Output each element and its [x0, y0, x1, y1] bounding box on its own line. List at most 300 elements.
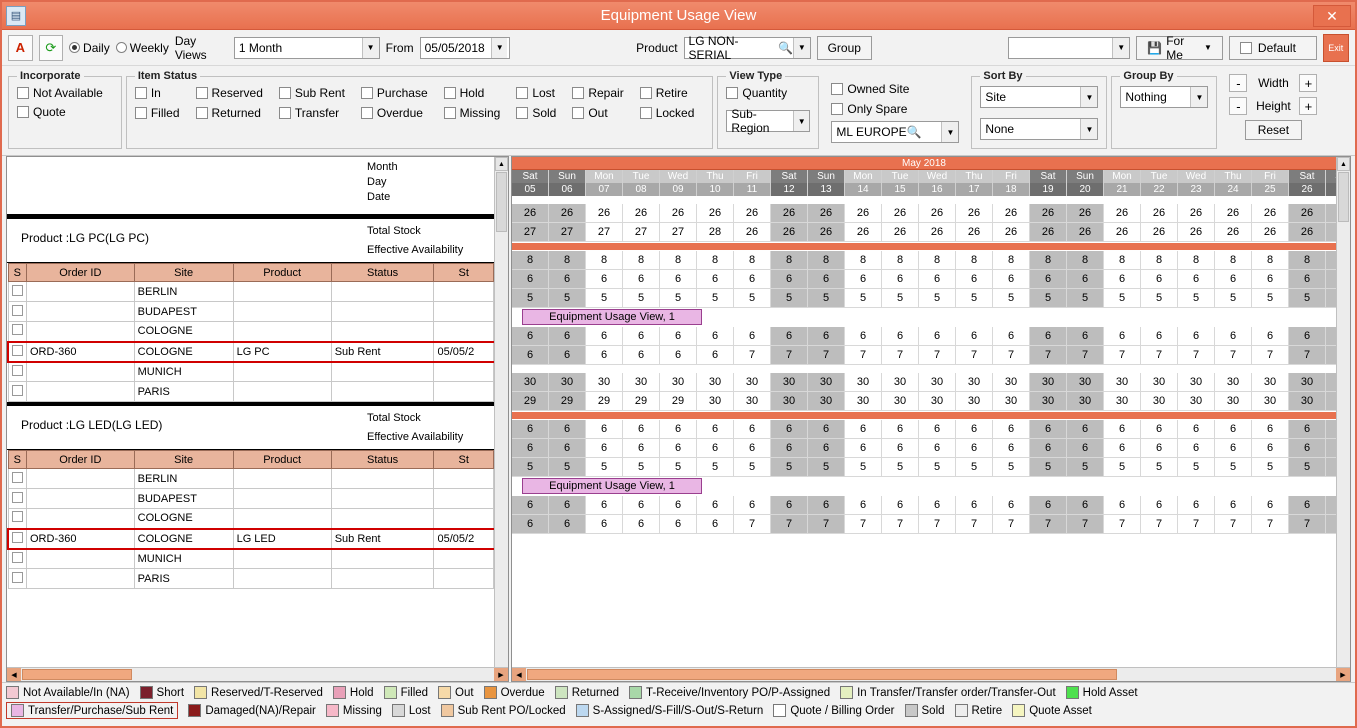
default-button[interactable]	[1229, 36, 1317, 60]
calendar-value-cell: 5	[1252, 458, 1289, 477]
calendar-value-cell: 5	[1252, 289, 1289, 308]
calendar-day-cell[interactable]	[1178, 170, 1215, 196]
checkbox-quantity[interactable]	[726, 86, 787, 100]
group-by-select[interactable]	[1120, 86, 1208, 108]
left-vertical-scrollbar[interactable]	[494, 157, 508, 667]
table-row[interactable]	[8, 342, 494, 362]
group-by-value: Nothing	[1125, 90, 1167, 104]
checkbox-overdue[interactable]	[361, 106, 428, 120]
cell-site: COLOGNE	[134, 342, 233, 362]
calendar-day-cell[interactable]	[623, 170, 660, 196]
table-row[interactable]	[8, 469, 494, 489]
region-type-select[interactable]	[726, 107, 810, 135]
checkbox-in[interactable]	[135, 86, 180, 100]
calendar-value-cell: 30	[1104, 373, 1141, 392]
chevron-down-icon[interactable]: ▼	[1080, 87, 1097, 107]
calendar-day-cell[interactable]	[845, 170, 882, 196]
calendar-value-cell: 6	[697, 270, 734, 289]
height-increase-button[interactable]: +	[1299, 97, 1317, 115]
legend-item	[1066, 686, 1138, 699]
calendar-spacer	[512, 196, 1336, 204]
checkbox-quote[interactable]	[17, 105, 66, 119]
row-checkbox-cell[interactable]	[8, 469, 27, 489]
calendar-day-cell[interactable]	[1067, 170, 1104, 196]
day-number: 24	[1215, 183, 1251, 196]
day-of-week: Tue	[882, 170, 918, 183]
row-checkbox-cell[interactable]	[8, 342, 27, 362]
row-checkbox[interactable]	[12, 552, 23, 563]
calendar-value-cell: 7	[993, 346, 1030, 365]
chevron-down-icon[interactable]: ▼	[1080, 119, 1097, 139]
refresh-icon[interactable]: ⟳	[39, 35, 64, 61]
cell-start-date: 05/05/2	[434, 342, 494, 362]
checkbox-box[interactable]	[516, 87, 528, 99]
table-row[interactable]	[8, 282, 494, 302]
checkbox-reserved[interactable]	[196, 86, 263, 100]
cell-product	[233, 302, 331, 322]
column-header[interactable]: St	[434, 264, 494, 282]
calendar-value-cell: 30	[1141, 392, 1178, 411]
calendar-value-cell: 30	[1289, 392, 1326, 411]
scroll-thumb[interactable]	[22, 669, 132, 680]
row-checkbox[interactable]	[12, 285, 23, 296]
table-row[interactable]	[8, 549, 494, 569]
calendar-value-cell: 6	[660, 327, 697, 346]
calendar-value-cell: 28	[697, 223, 734, 242]
day-number: 15	[882, 183, 918, 196]
calendar-value-cell: 5	[882, 289, 919, 308]
calendar-value-cell: 26	[882, 223, 919, 242]
table-row[interactable]	[8, 362, 494, 382]
checkbox-purchase[interactable]	[361, 86, 428, 100]
column-header[interactable]: St	[434, 451, 494, 469]
calendar-day-cell[interactable]	[1104, 170, 1141, 196]
chevron-down-icon[interactable]: ▼	[491, 38, 507, 58]
default-checkbox[interactable]	[1240, 42, 1252, 54]
region-name-select[interactable]	[831, 121, 959, 143]
calendar-value-cell: 5	[623, 458, 660, 477]
from-date-input[interactable]	[420, 37, 511, 59]
checkbox-label: Overdue	[376, 106, 423, 120]
row-checkbox-cell[interactable]	[8, 302, 27, 322]
calendar-value-cell: 6	[512, 346, 549, 365]
legend-swatch	[326, 704, 339, 717]
checkbox-box[interactable]	[572, 87, 584, 99]
checkbox-lost[interactable]	[516, 86, 556, 100]
radio-daily-dot	[69, 42, 80, 53]
cell-site: MUNICH	[134, 362, 233, 382]
row-checkbox-cell[interactable]	[8, 549, 27, 569]
calendar-value-cell: 8	[1104, 251, 1141, 270]
row-checkbox-cell[interactable]	[8, 509, 27, 529]
checkbox-locked[interactable]	[640, 106, 695, 120]
day-of-week: Thu	[1215, 170, 1251, 183]
scroll-thumb[interactable]	[527, 669, 1117, 680]
calendar-value-cell: 6	[1252, 327, 1289, 346]
scroll-up-icon[interactable]: ▲	[1337, 157, 1350, 171]
width-decrease-button[interactable]: -	[1229, 74, 1247, 92]
group-button[interactable]: Group	[817, 36, 872, 60]
checkbox-label: Out	[588, 106, 608, 120]
calendar-value-cell: 5	[1141, 289, 1178, 308]
row-checkbox[interactable]	[12, 365, 23, 376]
table-row[interactable]	[8, 382, 494, 402]
row-checkbox-cell[interactable]	[8, 322, 27, 342]
cell-order-id: ORD-360	[27, 529, 135, 549]
radio-weekly[interactable]	[116, 41, 169, 55]
calendar-value-cell: 26	[734, 204, 771, 223]
legend-swatch	[392, 704, 405, 717]
table-row[interactable]	[8, 302, 494, 322]
saved-view-select[interactable]	[1008, 37, 1130, 59]
table-row[interactable]	[8, 322, 494, 342]
calendar-day-cell[interactable]	[734, 170, 771, 196]
checkbox-label: Transfer	[294, 106, 340, 120]
calendar-value-cell: 6	[956, 496, 993, 515]
calendar-value-cell: 6	[549, 420, 586, 439]
checkbox-returned[interactable]	[196, 106, 263, 120]
table-row[interactable]	[8, 529, 494, 549]
table-row[interactable]	[8, 509, 494, 529]
legend-item	[773, 704, 894, 717]
sort-by-secondary-select[interactable]	[980, 118, 1098, 140]
chevron-down-icon[interactable]: ▼	[1112, 38, 1129, 58]
calendar-vertical-scrollbar[interactable]	[1336, 157, 1350, 667]
reset-button[interactable]: Reset	[1245, 120, 1302, 140]
checkbox-box[interactable]	[196, 107, 208, 119]
legend-item	[140, 686, 185, 699]
day-number: 10	[697, 183, 733, 196]
calendar-value-cell	[1326, 373, 1336, 392]
calendar-value-cell: 6	[549, 439, 586, 458]
calendar-value-cell: 5	[1215, 289, 1252, 308]
checkbox-box[interactable]	[516, 107, 528, 119]
row-checkbox-cell[interactable]	[8, 282, 27, 302]
calendar-value-cell: 5	[1289, 458, 1326, 477]
column-header[interactable]: Status	[331, 264, 434, 282]
product-select[interactable]	[684, 33, 811, 62]
calendar-value-cell: 5	[1178, 458, 1215, 477]
row-checkbox[interactable]	[12, 572, 23, 583]
column-header[interactable]: Product	[233, 264, 331, 282]
row-checkbox-cell[interactable]	[8, 362, 27, 382]
column-header[interactable]: Product	[233, 451, 331, 469]
font-size-button[interactable]: A	[8, 35, 33, 61]
chevron-down-icon[interactable]: ▼	[793, 111, 810, 131]
scroll-left-icon[interactable]: ◀	[7, 668, 21, 681]
left-header	[7, 157, 494, 215]
checkbox-box[interactable]	[135, 87, 147, 99]
calendar-value-cell: 26	[1252, 204, 1289, 223]
checkbox-box[interactable]	[444, 87, 456, 99]
chevron-down-icon[interactable]: ▼	[362, 38, 379, 58]
calendar-day-cell[interactable]	[1215, 170, 1252, 196]
scroll-right-icon[interactable]: ▶	[494, 668, 508, 681]
calendar-value-cell: 26	[845, 204, 882, 223]
calendar-value-cell: 30	[1067, 392, 1104, 411]
close-icon[interactable]: ✕	[1313, 5, 1351, 27]
checkbox-label: Not Available	[33, 86, 103, 100]
calendar-day-cell[interactable]	[1326, 170, 1336, 196]
checkbox-retire[interactable]	[640, 86, 695, 100]
product-title: Product :LG PC(LG PC)	[21, 231, 150, 245]
column-header[interactable]: S	[8, 264, 27, 282]
calendar-month-label: May 2018	[512, 157, 1336, 170]
calendar-value-cell: 30	[1289, 373, 1326, 392]
day-number: 18	[993, 183, 1029, 196]
column-header[interactable]: Status	[331, 451, 434, 469]
calendar-value-cell: 6	[586, 270, 623, 289]
exit-button[interactable]: Exit	[1323, 34, 1349, 62]
checkbox-sold[interactable]	[516, 106, 556, 120]
checkbox-sub-rent[interactable]	[279, 86, 345, 100]
checkbox-box[interactable]	[831, 83, 843, 95]
calendar-value-cell: 6	[1178, 420, 1215, 439]
table-row[interactable]	[8, 489, 494, 509]
checkbox-box[interactable]	[831, 103, 843, 115]
table-header-row	[8, 451, 494, 469]
calendar-value-cell: 6	[697, 327, 734, 346]
for-me-button[interactable]	[1136, 33, 1223, 62]
column-header[interactable]: Site	[134, 264, 233, 282]
calendar-day-cell[interactable]	[1289, 170, 1326, 196]
day-number: 21	[1104, 183, 1140, 196]
checkbox-hold[interactable]	[444, 86, 501, 100]
legend-item	[955, 704, 1003, 717]
calendar-value-cell: 6	[623, 439, 660, 458]
chevron-down-icon[interactable]: ▼	[1203, 43, 1212, 52]
for-me-label: For Me	[1166, 33, 1185, 62]
checkbox-box[interactable]	[17, 87, 29, 99]
calendar-day-cell[interactable]	[882, 170, 919, 196]
width-increase-button[interactable]: +	[1299, 74, 1317, 92]
calendar-value-cell: 30	[1067, 373, 1104, 392]
checkbox-box[interactable]	[572, 107, 584, 119]
calendar-value-cell: 8	[1067, 251, 1104, 270]
checkbox-owned-site[interactable]	[831, 82, 909, 96]
usage-bar[interactable]: Equipment Usage View, 1	[522, 478, 702, 494]
calendar-value-cell: 6	[1030, 420, 1067, 439]
row-checkbox[interactable]	[12, 532, 23, 543]
row-checkbox[interactable]	[12, 511, 23, 522]
table-row[interactable]	[8, 569, 494, 589]
calendar-day-cell[interactable]	[549, 170, 586, 196]
calendar-value-cell: 30	[993, 373, 1030, 392]
group-by-legend: Group By	[1123, 70, 1174, 82]
legend-swatch	[905, 704, 918, 717]
cell-start-date	[434, 282, 494, 302]
calendar-value-cell: 7	[919, 515, 956, 534]
row-checkbox[interactable]	[12, 324, 23, 335]
legend-item	[188, 704, 316, 717]
calendar-day-cell[interactable]	[1252, 170, 1289, 196]
checkbox-not-available[interactable]	[17, 86, 103, 100]
cell-order-id	[27, 382, 135, 402]
day-number: 12	[771, 183, 807, 196]
checkbox-box[interactable]	[279, 87, 291, 99]
calendar-value-cell: 7	[771, 346, 808, 365]
day-number: 22	[1141, 183, 1177, 196]
scroll-left-icon[interactable]: ◀	[512, 668, 526, 681]
calendar-value-cell: 30	[1030, 392, 1067, 411]
calendar-value-cell: 6	[1252, 270, 1289, 289]
calendar-value-cell: 6	[734, 327, 771, 346]
checkbox-missing[interactable]	[444, 106, 501, 120]
cell-start-date	[434, 569, 494, 589]
calendar-value-cell: 26	[1289, 204, 1326, 223]
calendar-value-cell	[1326, 439, 1336, 458]
checkbox-repair[interactable]	[572, 86, 623, 100]
day-views-select[interactable]	[234, 37, 380, 59]
calendar-value-row	[512, 515, 1336, 534]
incorporate-group	[8, 70, 122, 149]
calendar-value-cell: 6	[1030, 439, 1067, 458]
sort-by-primary-select[interactable]	[980, 86, 1098, 108]
checkbox-box[interactable]	[135, 107, 147, 119]
day-number: 11	[734, 183, 770, 196]
checkbox-filled[interactable]	[135, 106, 180, 120]
checkbox-box[interactable]	[444, 107, 456, 119]
calendar-value-cell: 5	[512, 289, 549, 308]
day-number: 19	[1030, 183, 1066, 196]
scroll-right-icon[interactable]: ▶	[1336, 668, 1350, 681]
calendar-value-cell: 6	[1289, 496, 1326, 515]
calendar-value-cell: 6	[1030, 327, 1067, 346]
column-header[interactable]: S	[8, 451, 27, 469]
calendar-value-cell: 6	[549, 327, 586, 346]
cell-product: LG PC	[233, 342, 331, 362]
height-decrease-button[interactable]: -	[1229, 97, 1247, 115]
calendar-day-cell[interactable]	[1030, 170, 1067, 196]
calendar-value-cell: 5	[1215, 458, 1252, 477]
row-checkbox-cell[interactable]	[8, 569, 27, 589]
left-horizontal-scrollbar[interactable]	[7, 667, 508, 681]
sort-by-group	[971, 70, 1107, 149]
calendar-value-cell: 6	[660, 439, 697, 458]
checkbox-box[interactable]	[640, 87, 652, 99]
day-number: 17	[956, 183, 992, 196]
calendar-value-cell: 6	[586, 496, 623, 515]
legend-item	[6, 702, 178, 719]
cell-order-id	[27, 469, 135, 489]
calendar-section-divider	[512, 411, 1336, 420]
legend-item	[905, 704, 945, 717]
calendar-value-cell: 6	[697, 420, 734, 439]
calendar-value-cell: 6	[1252, 420, 1289, 439]
calendar-value-row	[512, 439, 1336, 458]
checkbox-label: Reserved	[211, 86, 263, 100]
calendar-value-cell: 26	[586, 204, 623, 223]
checkbox-box[interactable]	[17, 106, 29, 118]
scroll-thumb[interactable]	[1338, 172, 1349, 222]
legend-item	[6, 686, 130, 699]
calendar-value-cell: 7	[993, 515, 1030, 534]
calendar-day-cell[interactable]	[697, 170, 734, 196]
row-checkbox-cell[interactable]	[8, 529, 27, 549]
cell-status: Sub Rent	[331, 342, 434, 362]
checkbox-only-spare[interactable]	[831, 102, 907, 116]
checkbox-out[interactable]	[572, 106, 623, 120]
calendar-horizontal-scrollbar[interactable]	[512, 667, 1350, 681]
calendar-day-cell[interactable]	[586, 170, 623, 196]
item-status-group	[126, 70, 714, 149]
legend-panel	[2, 682, 1355, 726]
calendar-value-cell	[1326, 223, 1336, 242]
checkbox-box[interactable]	[279, 107, 291, 119]
checkbox-box[interactable]	[640, 107, 652, 119]
left-header-label: Date	[367, 191, 391, 203]
row-checkbox[interactable]	[12, 492, 23, 503]
legend-row-2	[6, 702, 1351, 719]
scroll-up-icon[interactable]: ▲	[495, 157, 508, 171]
chevron-down-icon[interactable]: ▼	[1190, 87, 1207, 107]
calendar-day-cell[interactable]	[956, 170, 993, 196]
checkbox-box[interactable]	[361, 87, 373, 99]
chevron-down-icon[interactable]: ▼	[941, 122, 958, 142]
calendar-value-cell: 6	[1067, 420, 1104, 439]
row-checkbox[interactable]	[12, 385, 23, 396]
day-of-week: Fri	[993, 170, 1029, 183]
cell-status	[331, 549, 434, 569]
search-icon[interactable]: 🔍	[778, 40, 794, 55]
legend-item	[392, 704, 431, 717]
checkbox-transfer[interactable]	[279, 106, 345, 120]
checkbox-box[interactable]	[361, 107, 373, 119]
calendar-value-cell: 30	[1104, 392, 1141, 411]
calendar-value-cell: 5	[808, 458, 845, 477]
checkbox-box[interactable]	[726, 87, 738, 99]
row-checkbox[interactable]	[12, 472, 23, 483]
calendar-value-cell: 6	[512, 515, 549, 534]
checkbox-box[interactable]	[196, 87, 208, 99]
legend-label: Not Available/In (NA)	[23, 686, 130, 699]
column-header[interactable]: Site	[134, 451, 233, 469]
column-header[interactable]: Order ID	[27, 451, 135, 469]
calendar-value-cell: 7	[1215, 346, 1252, 365]
row-checkbox-cell[interactable]	[8, 382, 27, 402]
from-date-value: 05/05/2018	[424, 40, 485, 55]
row-checkbox[interactable]	[12, 345, 23, 356]
cell-product	[233, 549, 331, 569]
calendar-section-divider	[512, 242, 1336, 251]
calendar-day-cell[interactable]	[1141, 170, 1178, 196]
calendar-value-cell: 26	[956, 223, 993, 242]
calendar-day-cell[interactable]	[808, 170, 845, 196]
calendar-day-cell[interactable]	[919, 170, 956, 196]
column-header[interactable]: Order ID	[27, 264, 135, 282]
calendar-value-cell: 6	[549, 515, 586, 534]
radio-daily[interactable]	[69, 41, 110, 55]
calendar-day-cell[interactable]	[512, 170, 549, 196]
calendar-value-cell: 6	[808, 270, 845, 289]
cell-site: BUDAPEST	[134, 489, 233, 509]
title-bar	[2, 2, 1355, 30]
calendar-value-cell: 30	[919, 373, 956, 392]
row-checkbox[interactable]	[12, 305, 23, 316]
search-icon[interactable]: 🔍	[906, 125, 922, 139]
scroll-thumb[interactable]	[496, 172, 507, 232]
calendar-day-cell[interactable]	[660, 170, 697, 196]
calendar-value-cell: 8	[1141, 251, 1178, 270]
calendar-value-cell: 5	[1067, 289, 1104, 308]
calendar-value-cell: 6	[993, 496, 1030, 515]
chevron-down-icon[interactable]: ▼	[793, 38, 809, 58]
calendar-day-cell[interactable]	[993, 170, 1030, 196]
calendar-day-cell[interactable]	[771, 170, 808, 196]
row-checkbox-cell[interactable]	[8, 489, 27, 509]
cell-start-date	[434, 549, 494, 569]
usage-bar[interactable]: Equipment Usage View, 1	[522, 309, 702, 325]
